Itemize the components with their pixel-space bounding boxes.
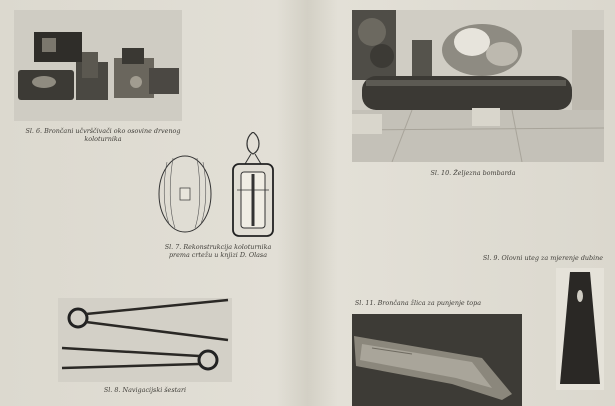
figure-7-caption bbox=[148, 243, 288, 259]
figure-8-photo bbox=[58, 298, 232, 382]
figure-10-photo bbox=[352, 10, 604, 162]
figure-6-caption-line-2: koloturnika bbox=[84, 135, 122, 143]
figure-8-caption: Sl. 8. Navigacijski šestari bbox=[103, 386, 187, 394]
figure-7-drawing bbox=[145, 132, 295, 237]
figure-7-caption-line-1: Sl. 7. Rekonstrukcija koloturnika bbox=[164, 243, 272, 251]
figure-6-photo bbox=[14, 10, 182, 121]
figure-9-photo bbox=[556, 268, 604, 390]
figure-9-caption: Sl. 9. Olovni uteg za mjerenje dubine bbox=[482, 254, 604, 262]
figure-7-caption-line-2: prema crtežu u knjizi D. Olasa bbox=[168, 251, 268, 259]
figure-11-caption: Sl. 11. Brončana žlica za punjenje topa bbox=[354, 299, 482, 307]
figure-6-caption-line-1: Sl. 6. Brončani učvrščivači oko osovine drvenog bbox=[25, 127, 181, 135]
figure-11-photo bbox=[352, 314, 522, 406]
figure-10-caption: Sl. 10. Željezna bombarda bbox=[430, 169, 516, 177]
